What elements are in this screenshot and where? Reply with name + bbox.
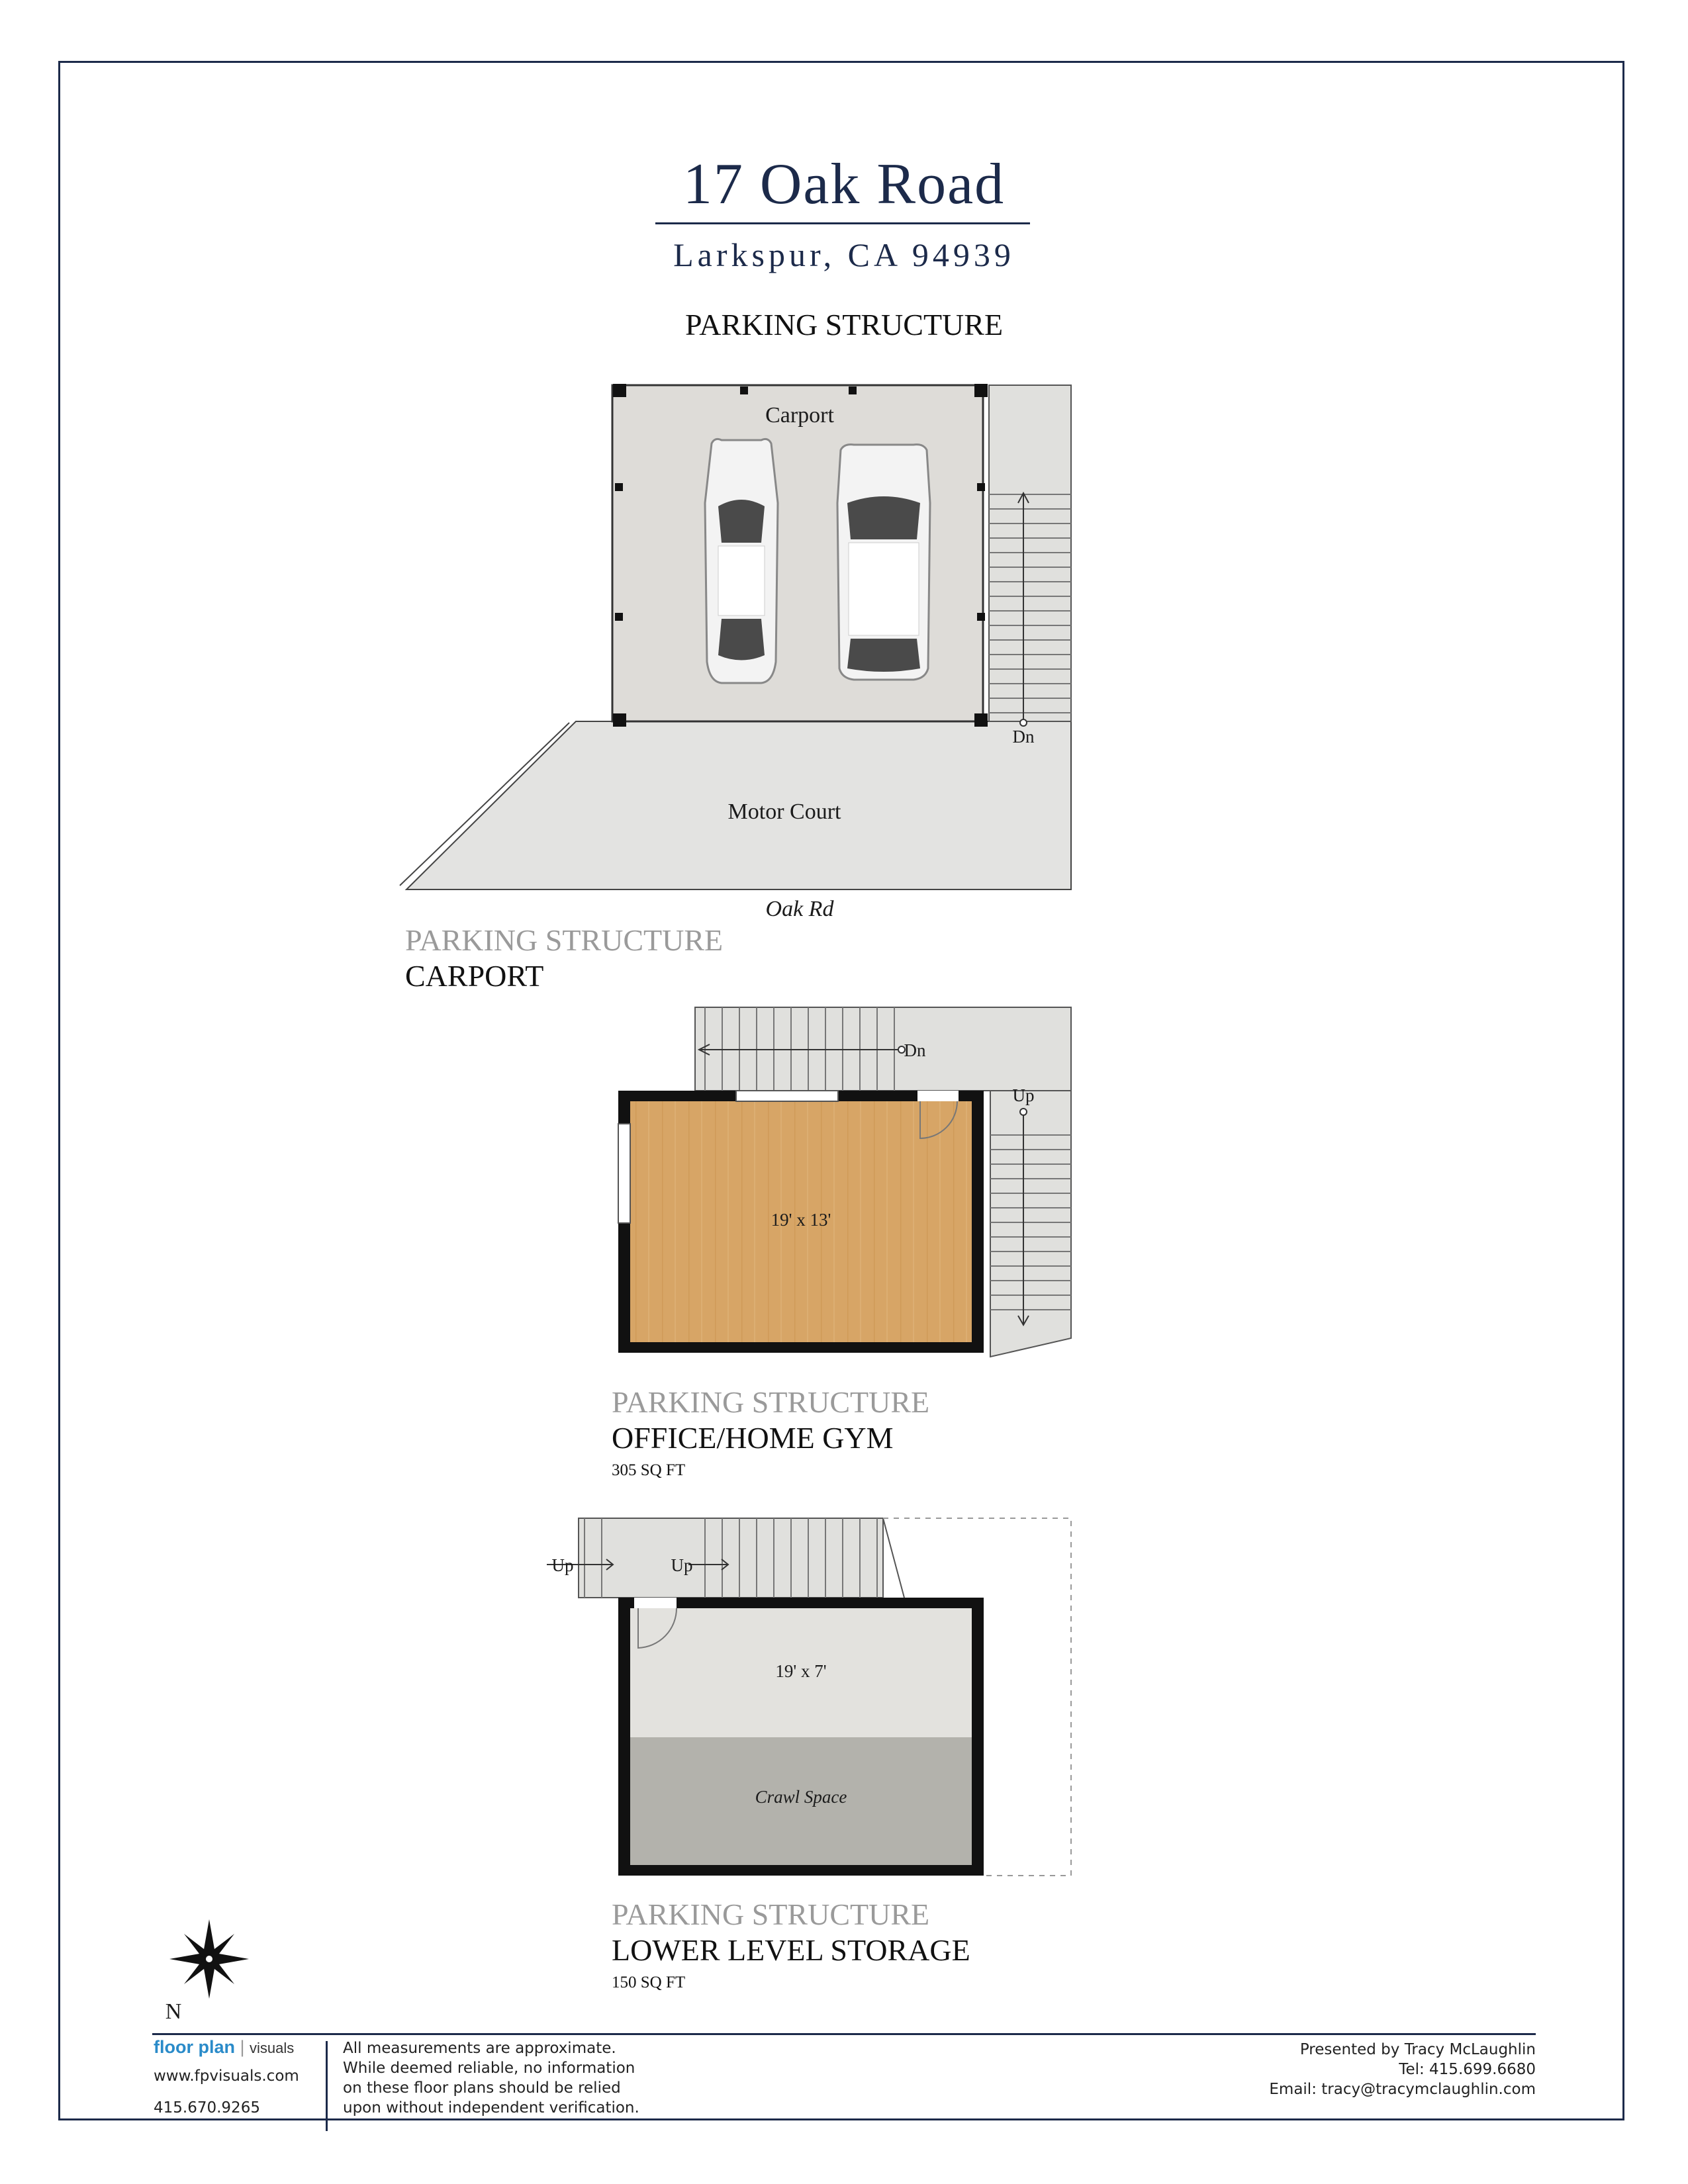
disclaimer [343, 2038, 639, 2118]
property-address: Larkspur, CA 94939 [673, 236, 1015, 273]
office-area: 305 SQ FT [612, 1461, 686, 1479]
carport-stair-dn-label: Dn [1012, 727, 1035, 747]
compass-rose-icon [169, 1919, 249, 1999]
storage-stair-up-label-2: Up [671, 1555, 693, 1575]
office-stair-dn-label: Dn [904, 1040, 926, 1060]
structure-heading: PARKING STRUCTURE [684, 308, 1004, 341]
office-dimensions: 19' x 13' [771, 1210, 831, 1230]
crawl-space-label: Crawl Space [755, 1787, 847, 1807]
motor-court-label: Motor Court [727, 799, 841, 824]
brand-name: floor plan [154, 2037, 235, 2057]
presenter-tel: Tel: 415.699.6680 [1399, 2061, 1536, 2078]
street-label: Oak Rd [765, 897, 834, 921]
brand-logo: floor plan | visuals [154, 2037, 295, 2057]
compass-north-label: N [165, 1999, 182, 2024]
brand-sub: visuals [250, 2040, 295, 2056]
presenter-email[interactable]: Email: tracy@tracymclaughlin.com [1269, 2081, 1536, 2098]
office-stair-up-label: Up [1012, 1085, 1035, 1105]
office-caption-level: OFFICE/HOME GYM [612, 1421, 894, 1455]
storage-room [618, 1598, 984, 1876]
disclaimer-line: upon without independent verification. [343, 2099, 639, 2116]
property-title: 17 Oak Road [682, 152, 1006, 216]
brand-phone: 415.670.9265 [154, 2099, 260, 2116]
car-sedan [705, 439, 778, 683]
footer-divider [326, 2041, 328, 2131]
carport-label: Carport [765, 403, 834, 428]
storage-stair [547, 1518, 904, 1598]
carport-caption-level: CARPORT [405, 959, 544, 993]
disclaimer-line: on these floor plans should be relied [343, 2079, 621, 2097]
storage-caption-level: LOWER LEVEL STORAGE [612, 1933, 970, 1967]
footer-rule [152, 2033, 1536, 2035]
storage-area: 150 SQ FT [612, 1974, 686, 1991]
presenter-name: Presented by Tracy McLaughlin [1299, 2041, 1536, 2058]
storage-dimensions: 19' x 7' [775, 1661, 827, 1681]
carport-stair [989, 385, 1071, 726]
office-caption-group: PARKING STRUCTURE [612, 1385, 930, 1419]
disclaimer-line: All measurements are approximate. [343, 2040, 616, 2057]
car-suv [837, 445, 930, 680]
disclaimer-line: While deemed reliable, no information [343, 2060, 635, 2077]
office-stair-side [990, 1091, 1071, 1357]
carport-caption-group: PARKING STRUCTURE [405, 923, 724, 957]
brand-website[interactable]: www.fpvisuals.com [154, 2068, 299, 2085]
storage-stair-up-label-1: Up [551, 1555, 574, 1575]
presenter-contact [1269, 2040, 1536, 2099]
storage-caption-group: PARKING STRUCTURE [612, 1897, 930, 1931]
office-stair-top [695, 1007, 1071, 1091]
